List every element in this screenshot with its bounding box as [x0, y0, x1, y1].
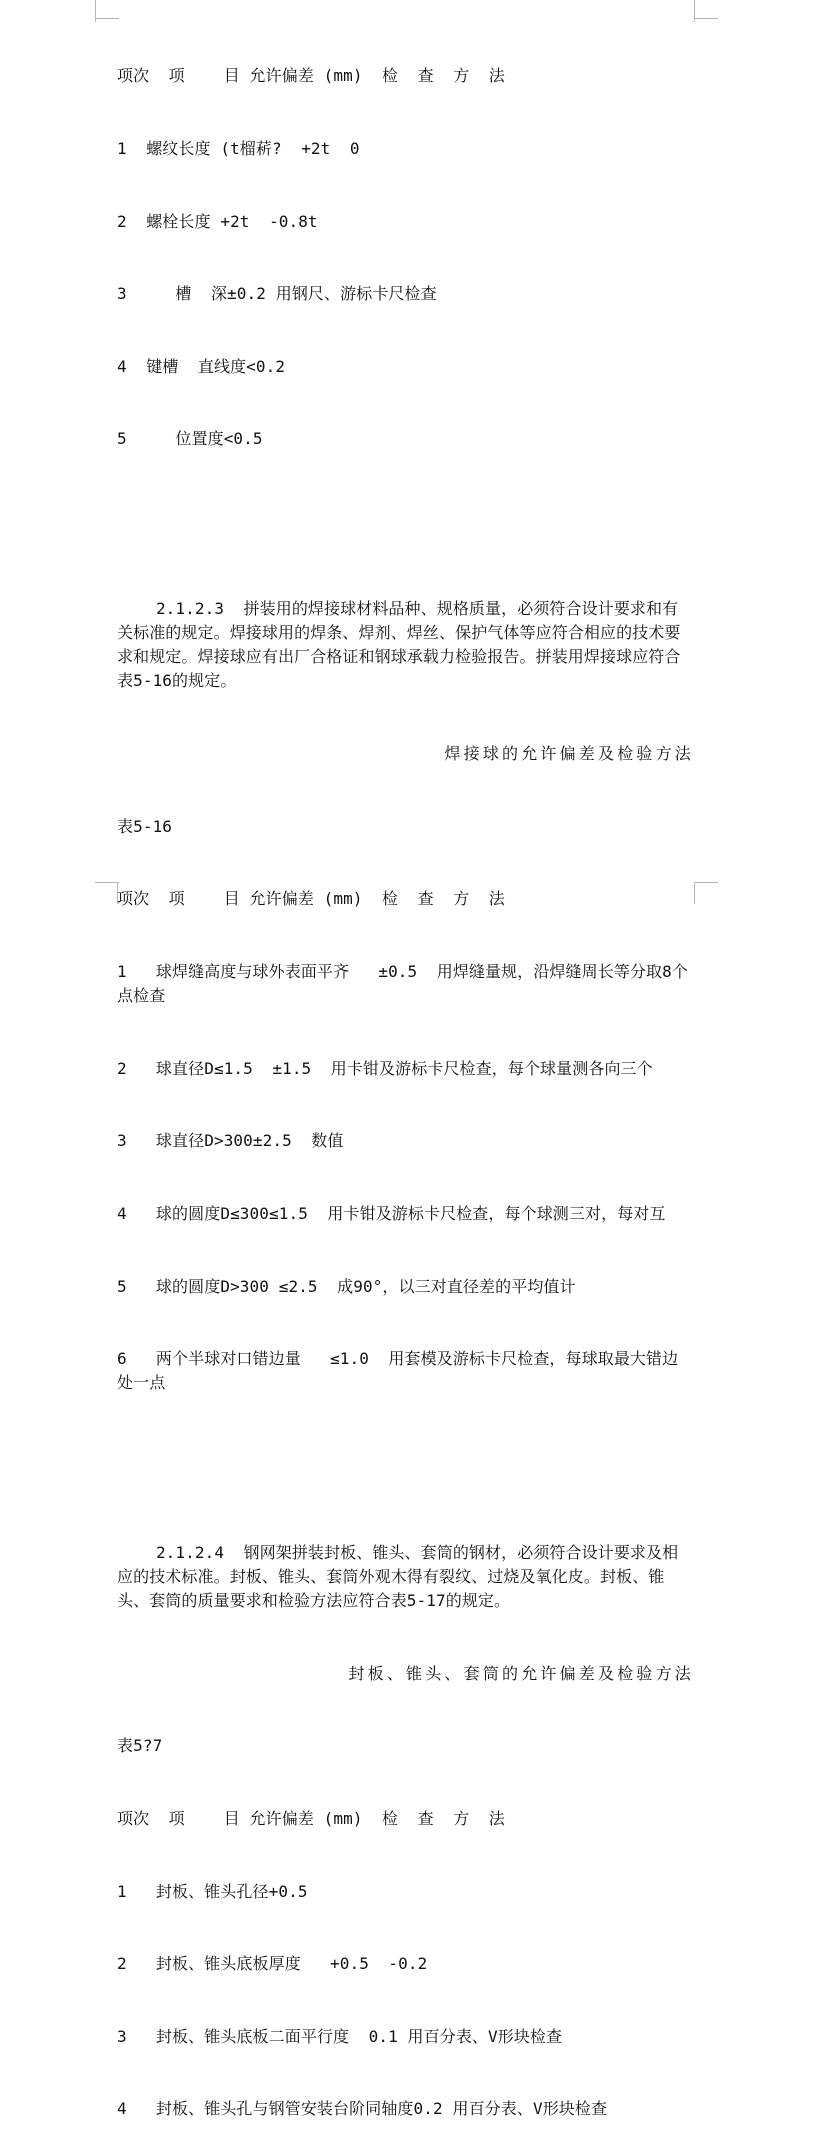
spacer — [117, 500, 694, 524]
table-row: 1 螺纹长度 (t榴菥? +2t 0 — [117, 139, 360, 159]
table-row: 4 键槽 直线度<0.2 — [117, 356, 286, 376]
table-header: 项次 项 目 允许偏差 (mm) 检 查 方 法 — [117, 66, 505, 86]
crop-mark-top-left-horizontal — [95, 18, 119, 19]
table-row: 2 螺栓长度 +2t -0.8t — [117, 211, 318, 231]
table-row: 5 球的圆度D>300 ≤2.5 成90°，以三对直径差的平均值计 — [117, 1276, 576, 1296]
table-header: 项次 项 目 允许偏差 (mm) 检 查 方 法 — [117, 889, 505, 909]
document-body — [117, 16, 694, 2146]
table-caption: 封板、锥头、套筒的允许偏差及检验方法 — [348, 1663, 694, 1683]
table-row: 4 球的圆度D≤300≤1.5 用卡钳及游标卡尺检查，每个球测三对，每对互 — [117, 1203, 666, 1223]
table-label: 表5-16 — [117, 816, 173, 836]
table-row: 1 球焊缝高度与球外表面平齐 ±0.5 用焊缝量规，沿焊缝周长等分取8个点检查 — [117, 961, 688, 1006]
table-row: 4 封板、锥头孔与钢管安装台阶同轴度0.2 用百分表、V形块检查 — [117, 2099, 608, 2119]
section-2124-paragraph: 2.1.2.4 钢网架拼装封板、锥头、套筒的钢材，必须符合设计要求及相应的技术标准。封板、锥头、套筒外观木得有裂纹、过烧及氧化皮。封板、锥头、套筒的质量要求和检验方法应符合表5-17的规定。 — [117, 1542, 679, 1611]
table-row: 6 两个半球对口错边量 ≤1.0 用套模及游标卡尺检查，每球取最大错边处一点 — [117, 1349, 679, 1393]
crop-mark-bottom-right-vertical — [694, 882, 695, 904]
table-row: 2 球直径D≤1.5 ±1.5 用卡钳及游标卡尺检查，每个球量测各向三个 — [117, 1058, 653, 1078]
table-row: 3 封板、锥头底板二面平行度 0.1 用百分表、V形块检查 — [117, 2026, 563, 2046]
table-row: 2 封板、锥头底板厚度 +0.5 -0.2 — [117, 1954, 428, 1974]
crop-mark-bottom-left-horizontal — [95, 882, 119, 883]
table-row: 1 封板、锥头孔径+0.5 — [117, 1881, 308, 1901]
table-caption: 焊接球的允许偏差及检验方法 — [444, 744, 694, 764]
crop-mark-bottom-right-horizontal — [694, 882, 718, 883]
table-header: 项次 项 目 允许偏差 (mm) 检 查 方 法 — [117, 1809, 505, 1828]
spacer — [117, 1444, 694, 1468]
table-row: 5 位置度<0.5 — [117, 429, 263, 449]
section-2123-paragraph: 2.1.2.3 拼装用的焊接球材料品种、规格质量，必须符合设计要求和有关标准的规定。焊接球用的焊条、焊剂、焊丝、保护气体等应符合相应的技术要求和规定。焊接球应有出厂合格证和钢球承载力检验报告。拼装用焊接球应符合表5-16的规定。 — [117, 598, 681, 691]
crop-mark-top-right-horizontal — [694, 18, 718, 19]
table-label: 表5?7 — [117, 1736, 163, 1756]
table-row: 3 球直径D>300±2.5 数值 — [117, 1131, 344, 1151]
table-row: 3 槽 深±0.2 用钢尺、游标卡尺检查 — [117, 284, 437, 304]
